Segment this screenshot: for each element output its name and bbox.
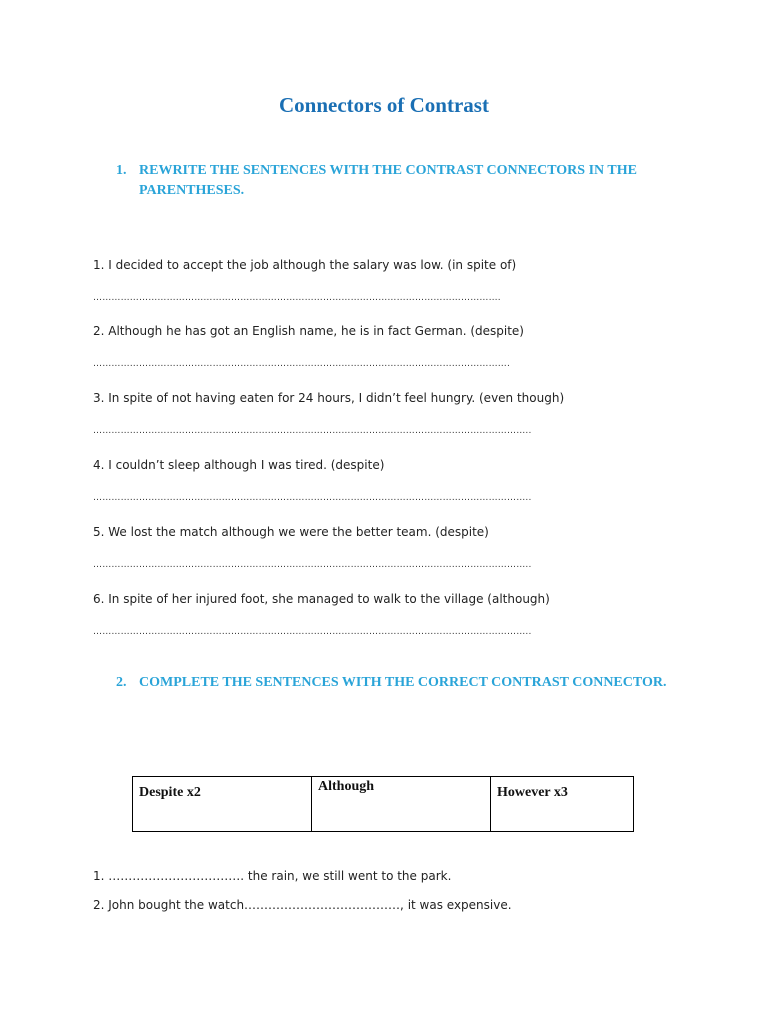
exercise-1-answer-line-3: …………………………………………………………………………………………………………………………….. xyxy=(93,426,532,436)
connector-however: However x3 xyxy=(491,777,634,832)
section-1-instructions: REWRITE THE SENTENCES WITH THE CONTRAST CONNECTORS IN THE PARENTHESES. xyxy=(139,163,637,198)
exercise-1-answer-line-5: …………………………………………………………………………………………………………………………….. xyxy=(93,560,532,570)
exercise-1-answer-line-4: …………………………………………………………………………………………………………………………….. xyxy=(93,493,532,503)
section-2-instructions: COMPLETE THE SENTENCES WITH THE CORRECT CONTRAST CONNECTOR. xyxy=(139,675,667,690)
exercise-1-answer-line-2: ………………………………………………………………………………………………………………………. xyxy=(93,359,511,369)
exercise-2-sentence-1: 1. ……………………………. the rain, we still went to the park. xyxy=(93,869,452,883)
exercise-1-answer-line-1: ……………………………………………………………………………………………………………………. xyxy=(93,293,501,303)
exercise-1-sentence-4: 4. I couldn’t sleep although I was tired. (despite) xyxy=(93,458,385,472)
connector-word-box xyxy=(132,776,634,832)
page-title: Connectors of Contrast xyxy=(279,93,489,117)
exercise-2-sentence-2: 2. John bought the watch…………………………………, it was expensive. xyxy=(93,898,512,912)
section-2-number: 2. xyxy=(116,675,127,690)
exercise-1-sentence-6: 6. In spite of her injured foot, she managed to walk to the village (although) xyxy=(93,592,550,606)
connector-although: Although xyxy=(312,777,491,832)
exercise-1-sentence-2: 2. Although he has got an English name, he is in fact German. (despite) xyxy=(93,324,524,338)
section-1-heading xyxy=(116,161,676,201)
section-2-heading xyxy=(116,673,676,693)
exercise-1-sentence-3: 3. In spite of not having eaten for 24 hours, I didn’t feel hungry. (even though) xyxy=(93,391,565,405)
exercise-1-answer-line-6: …………………………………………………………………………………………………………………………….. xyxy=(93,627,532,637)
connector-despite: Despite x2 xyxy=(133,777,312,832)
exercise-1-sentence-5: 5. We lost the match although we were the better team. (despite) xyxy=(93,525,489,539)
section-1-number: 1. xyxy=(116,163,127,178)
exercise-1-sentence-1: 1. I decided to accept the job although the salary was low. (in spite of) xyxy=(93,258,517,272)
